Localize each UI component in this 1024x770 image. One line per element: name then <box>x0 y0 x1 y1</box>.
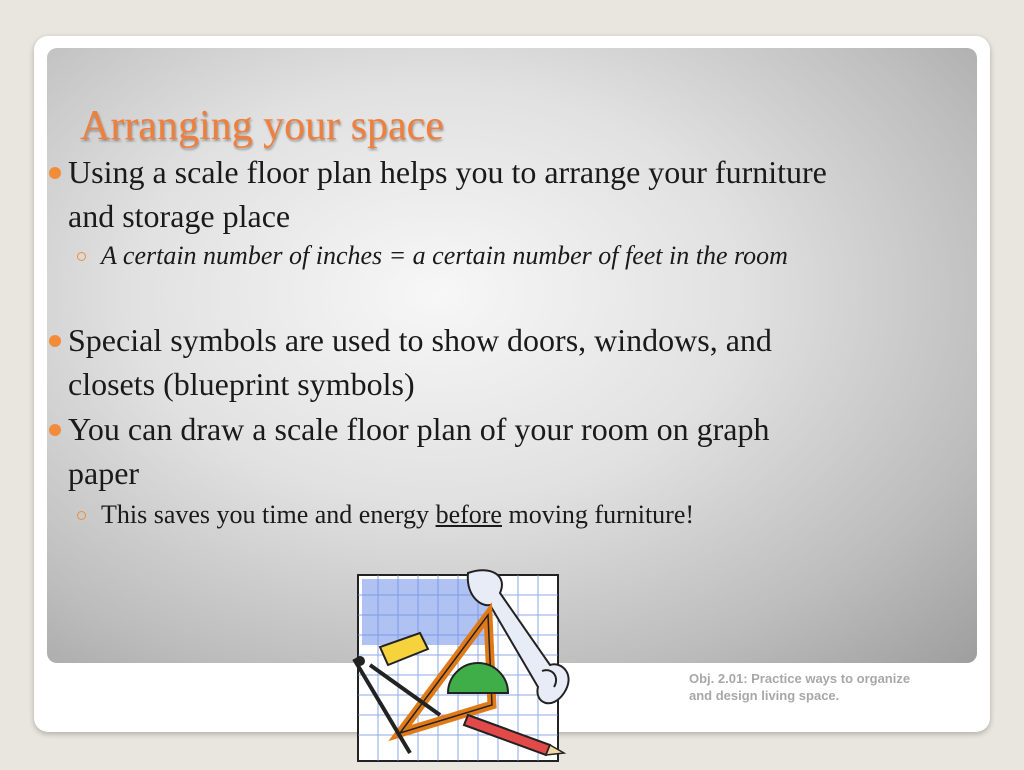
sub-bullet-ring-icon <box>77 252 86 261</box>
bullet-item <box>68 150 848 238</box>
bullet-item <box>68 407 848 495</box>
bullet-dot-icon <box>49 424 61 436</box>
bullet-text: You can draw a scale floor plan of your room on graph paper <box>68 411 770 491</box>
slide-title: Arranging your space <box>80 103 444 149</box>
bullet-text: Special symbols are used to show doors, windows, and closets (blueprint symbols) <box>68 322 772 402</box>
sub-bullet-text-after: moving furniture! <box>501 500 695 529</box>
sub-bullet-item <box>101 497 891 533</box>
bullet-text: Using a scale floor plan helps you to arrange your furniture and storage place <box>68 154 827 234</box>
emphasis-text: before <box>435 500 502 529</box>
bullet-item <box>68 318 848 406</box>
blueprint-drafting-tools-icon <box>340 565 580 770</box>
bullet-dot-icon <box>49 335 61 347</box>
sub-bullet-text-before: This saves you time and energy <box>101 500 436 529</box>
sub-bullet-item <box>101 238 891 274</box>
bullet-dot-icon <box>49 167 61 179</box>
slide-footer: Obj. 2.01: Practice ways to organize and design living space. <box>689 671 911 703</box>
sub-bullet-ring-icon <box>77 511 86 520</box>
sub-bullet-text: A certain number of inches = a certain number of feet in the room <box>101 241 788 270</box>
